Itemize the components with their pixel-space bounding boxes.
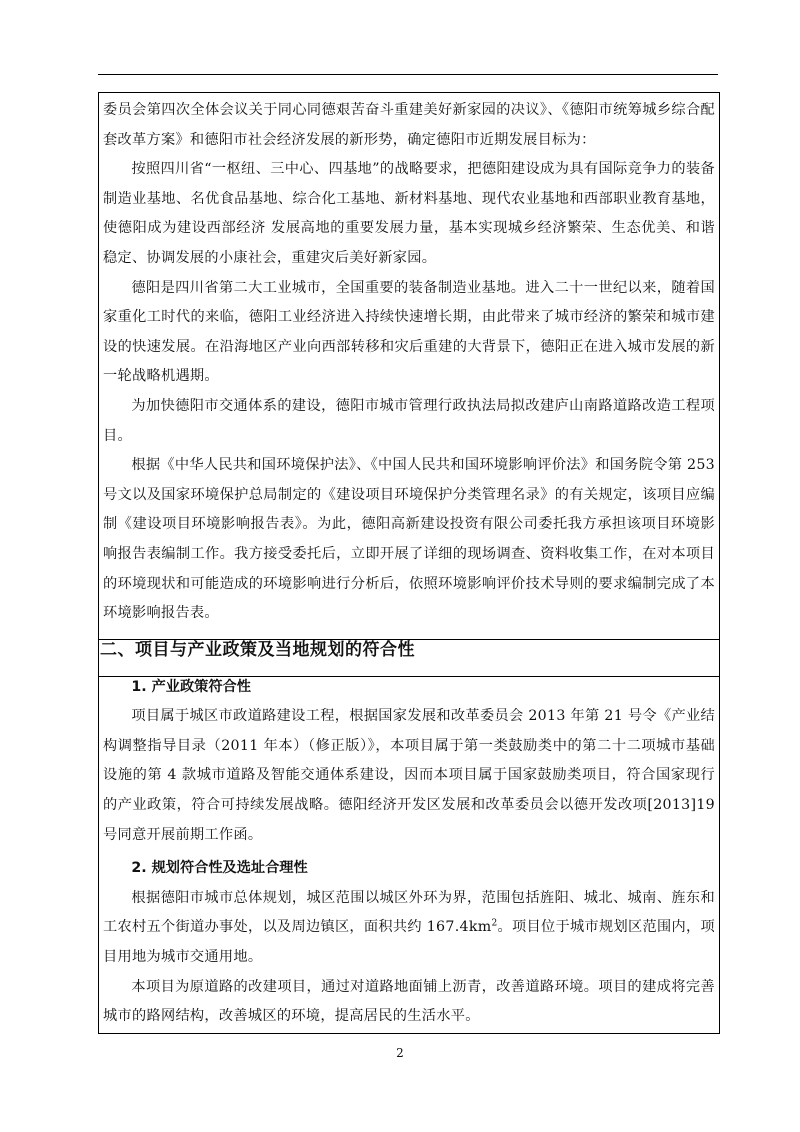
subsection-title-planning: 2. 规划符合性及选址合理性 xyxy=(131,860,308,877)
paragraph-development-goal: 按照四川省“一枢纽、三中心、四基地”的战略要求，把德阳建设成为具有国际竞争力的装备制造业基地、名优食品基地、综合化工基地、新材料基地、现代农业基地和西部职业教育基地，使德阳成为建设西部经济 发展高地的重要发展力量，基本实现城乡经济繁荣、生态优美、和谐稳定、协调发展的小康社会，重建灾后美好新家园。 xyxy=(103,161,715,266)
header-rule xyxy=(98,74,718,75)
paragraph-continuation: 委员会第四次全体会议关于同心同德艰苦奋斗重建美好新家园的决议》、《德阳市统筹城乡综合配套改革方案》和德阳市社会经济发展的新形势，确定德阳市近期发展目标为： xyxy=(103,102,715,148)
planning-text-a: 根据德阳市城市总体规划，城区范围以城区外环为界，范围包括旌阳、城北、城南、旌东和工农村五个街道办事处，以及周边镇区，面积共约 167.4km xyxy=(103,889,715,936)
planning-text-b: 。项目位于城市规划区范围内，项目用地为城市交通用地。 xyxy=(103,919,715,966)
paragraph-planning xyxy=(103,884,715,973)
paragraph-reconstruction: 本项目为原道路的改建项目，通过对道路地面铺上沥青，改善道路环境。项目的建成将完善城市的路网结构，改善城区的环境，提高居民的生活水平。 xyxy=(103,978,715,1025)
section-title: 二、项目与产业政策及当地规划的符合性 xyxy=(100,639,415,660)
subsection-title-industry-policy: 1. 产业政策符合性 xyxy=(131,678,251,695)
paragraph-deyang-industry: 德阳是四川省第二大工业城市，全国重要的装备制造业基地。进入二十一世纪以来，随着国家重化工时代的来临，德阳工业经济进入持续快速增长期，由此带来了城市经济的繁荣和城市建设的快速发展。在沿海地区产业向西部转移和灾后重建的大背景下，德阳正在进入城市发展的新一轮战略机遇期。 xyxy=(103,279,715,385)
paragraph-legal-basis: 根据《中华人民共和国环境保护法》、《中国人民共和国环境影响评价法》和国务院令第 253 号文以及国家环境保护总局制定的《建设项目环境保护分类管理名录》的有关规定，该项目应编制《建设项目环境影响报告表》。为此，德阳高新建设投资有限公司委托我方承担该项目环境影响报告表编制工作。我方接受委托后，立即开展了详细的现场调查、资料收集工作，在对本项目的环境现状和可能造成的环境影响进行分析后，依照环境影响评价技术导则的要求编制完成了本环境影响报告表。 xyxy=(103,457,715,622)
paragraph-project-purpose: 为加快德阳市交通体系的建设，德阳市城市管理行政执法局拟改建庐山南路道路改造工程项目。 xyxy=(103,397,715,444)
paragraph-industry-policy: 项目属于城区市政道路建设工程，根据国家发展和改革委员会 2013 年第 21 号令《产业结构调整指导目录（2011 年本）（修正版）》，本项目属于第一类鼓励类中的第二十二项城市基础设施的第 4 款城市道路及智能交通体系建设，因而本项目属于国家鼓励类项目，符合国家现行的产业政策，符合可持续发展战略。德阳经济开发区发展和改革委员会以德开发改项[2013]19 号同意开展前期工作函。 xyxy=(103,708,715,843)
area-unit-superscript: 2 xyxy=(491,918,498,929)
document-body xyxy=(100,96,715,1032)
page-number: 2 xyxy=(396,1046,404,1060)
